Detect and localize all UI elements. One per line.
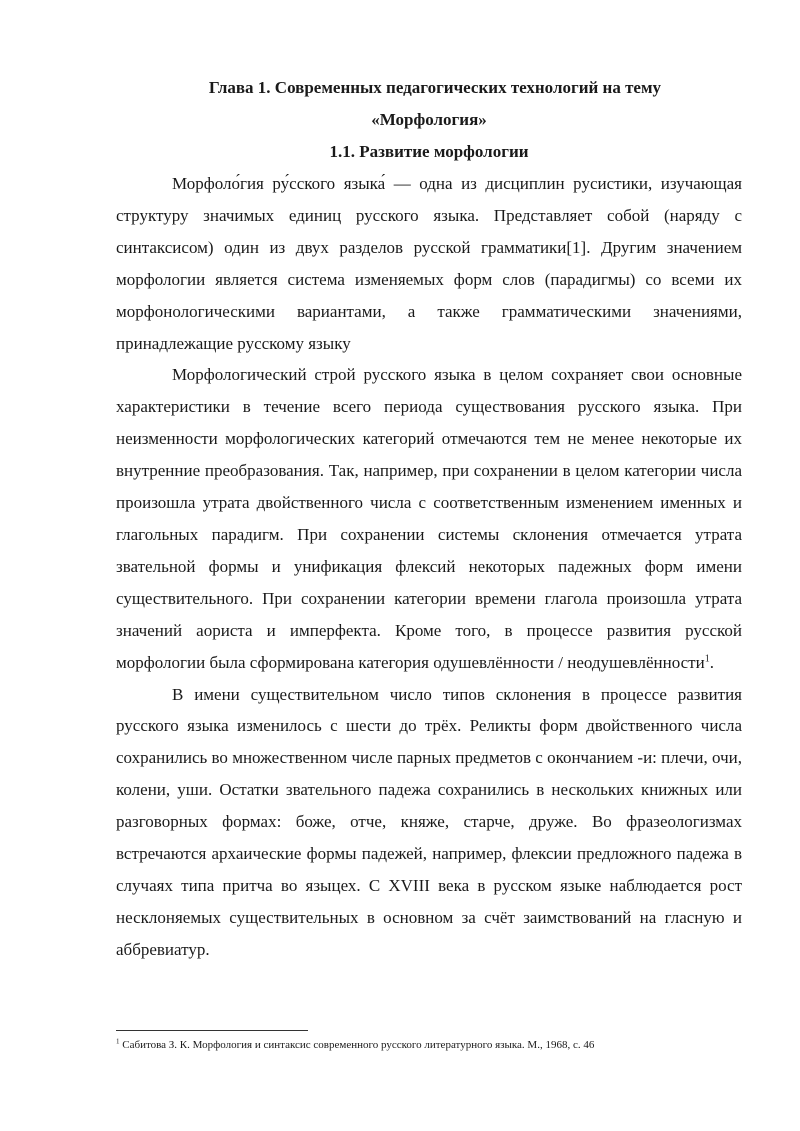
paragraph-2-text: Морфологический строй русского языка в целом сохраняет свои основные характеристики в течение всего периода существования русского языка. При неизменности морфологических категорий отмечаются тем не менее некоторые их внутренние преобразования. Так, например, при сохранении в целом категории числа произошла утрата двойственного числа с соответственным изменением именных и глагольных парадигм. При сохранении системы склонения отмечается утрата звательной формы и унификация флексий некоторых падежных форм имени существительного. При сохранении категории времени глагола произошла утрата значений аориста и имперфекта. Кроме того, в процессе развития русской морфологии была сформирована категория одушевлённости / неодушевлённости xyxy=(116,365,742,672)
paragraph-1-text: Морфоло́гия ру́сского языка́ — одна из дисциплин русистики, изучающая структуру значимых единиц русского языка. Представляет собой (наряду с синтаксисом) один из двух разделов русской грамматики[1]. Другим значением морфологии является система изменяемых форм слов (парадигмы) со всеми их морфонологическими вариантами, а также грамматическими значениями, принадлежащие русскому языку xyxy=(116,174,742,353)
chapter-title-line2: «Морфология» xyxy=(371,110,487,129)
paragraph-3 xyxy=(116,679,742,966)
text-body xyxy=(116,72,742,966)
footnote-text: Сабитова З. К. Морфология и синтаксис современного русского литературного языка. М., 1968, с. 46 xyxy=(122,1039,595,1051)
paragraph-2-end: . xyxy=(709,652,714,672)
footnote-divider xyxy=(116,1030,308,1031)
footnote-number: 1 xyxy=(116,1037,120,1046)
paragraph-3-text: В имени существительном число типов склонения в процессе развития русского языка изменилось с шести до трёх. Реликты форм двойственного числа сохранились во множественном числе парных предметов с окончанием -и: плечи, очи, колени, уши. Остатки звательного падежа сохранились в нескольких книжных или разговорных формах: боже, отче, княже, старче, друже. Во фразеологизмах встречаются архаические формы падежей, например, флексии предложного падежа в случаях типа притча во языцех. С XVIII века в русском языке наблюдается рост несклоняемых существительных в основном за счёт заимствований на гласную и аббревиатур. xyxy=(116,684,742,959)
section-title: 1.1. Развитие морфологии xyxy=(329,142,529,161)
paragraph-2 xyxy=(116,359,742,678)
chapter-title-line1: Глава 1. Современных педагогических технологий на тему xyxy=(208,78,662,97)
footnote xyxy=(116,1038,742,1052)
paragraph-1 xyxy=(116,168,742,359)
footnote-reference[interactable]: 1 xyxy=(704,652,710,664)
